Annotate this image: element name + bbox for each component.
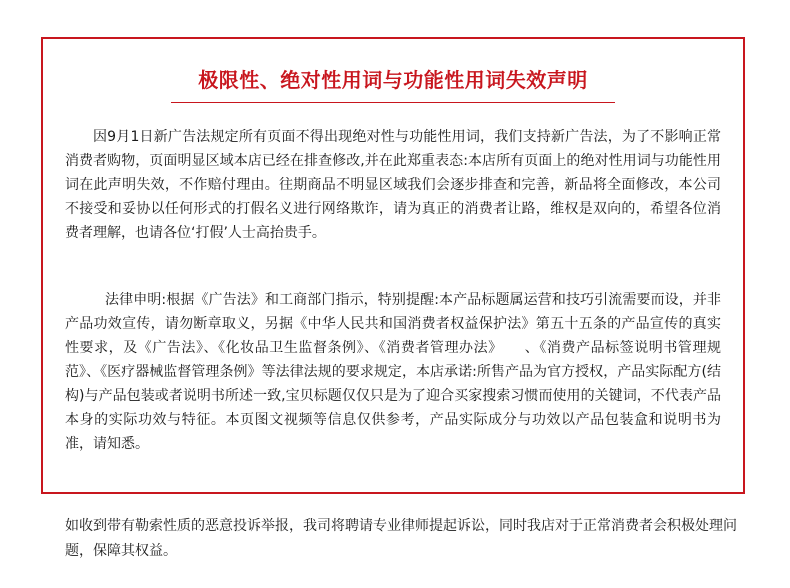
disclaimer-notice-box [41,37,745,494]
notice-title: 极限性、绝对性用词与功能性用词失效声明 [198,68,588,92]
notice-paragraph-legal-statement: 法律申明:根据《广告法》和工商部门指示，特别提醒:本产品标题属运营和技巧引流需要而设，并非产品功效宣传，请勿断章取义，另据《中华人民共和国消费者权益保护法》第五十五条的产品宣传的真实性要求，及《广告法》、《化妆品卫生监督条例》、《消费者管理办法》 、《消费产品标签说明书管理规范》、《医疗器械监督管理条例》等法律法规的要求规定，本店承诺:所售产品为官方授权，产品实际配方(结构)与产品包装或者说明书所述一致,宝贝标题仅仅只是为了迎合买家搜索习惯而使用的关键词，不代表产品本身的实际功效与特征。本页图文视频等信息仅供参考，产品实际成分与功效以产品包装盒和说明书为准，请知悉。 [65,292,721,452]
title-divider [171,102,615,103]
notice-paragraph-advertising-law: 因9月1日新广告法规定所有页面不得出现绝对性与功能性用词，我们支持新广告法，为了不影响正常消费者购物，页面明显区域本店已经在排查修改,并在此郑重表态:本店所有页面上的绝对性用词与功能性用词在此声明失效，不作赔付理由。往期商品不明显区域我们会逐步排查和完善，新品将全面修改，本公司不接受和妥协以任何形式的打假名义进行网络欺诈，请为真正的消费者让路，维权是双向的，希望各位消费者理解，也请各位‘打假’人士高抬贵手。 [65,129,721,241]
footer-note: 如收到带有勒索性质的恶意投诉举报，我司将聘请专业律师提起诉讼，同时我店对于正常消费者会积极处理问题，保障其权益。 [65,518,737,559]
